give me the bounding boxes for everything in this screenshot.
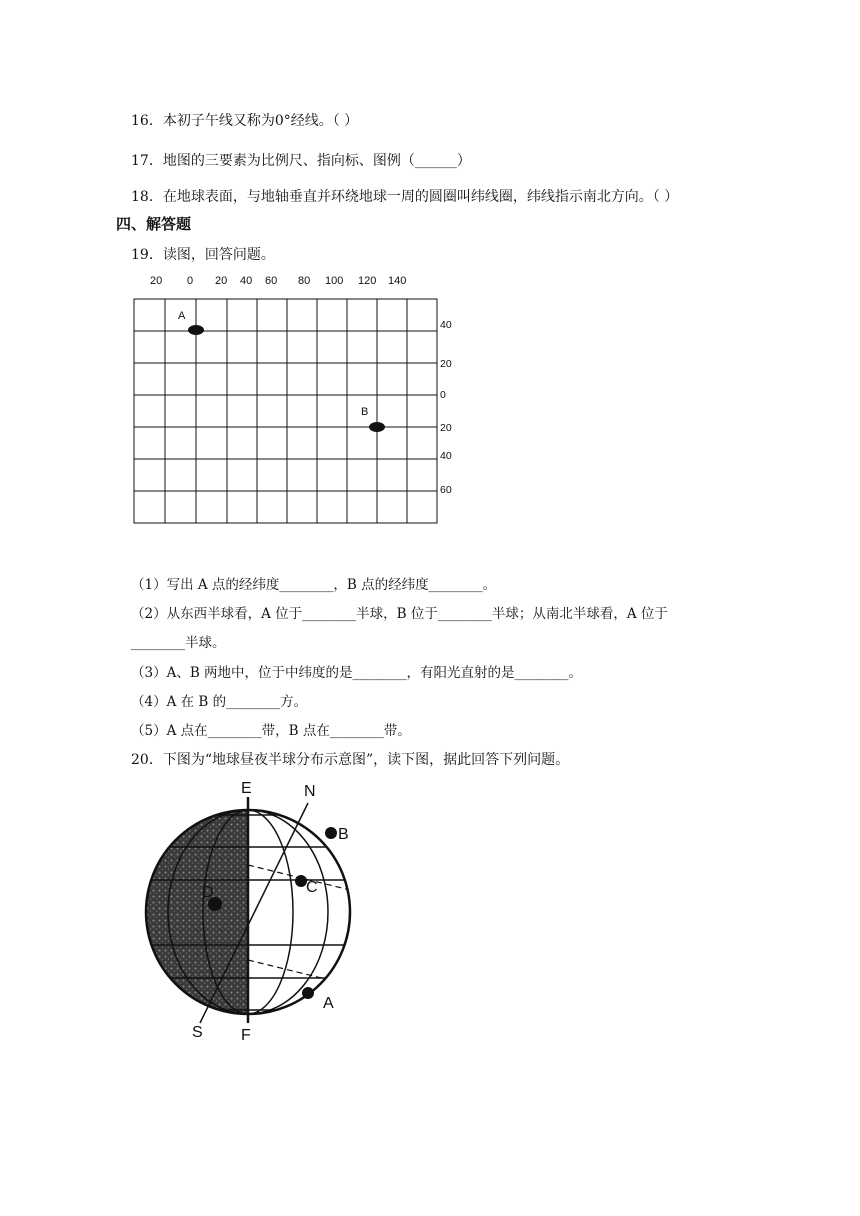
point-a-dot bbox=[302, 987, 314, 999]
top-label-7: 120 bbox=[358, 275, 377, 287]
label-b: B bbox=[338, 826, 349, 843]
question-19-part-5: （5）A 点在________带，B 点在________带。 bbox=[131, 723, 411, 739]
label-s: S bbox=[192, 1024, 203, 1041]
point-b-dot bbox=[325, 827, 337, 839]
question-19-part-1: （1）写出 A 点的经纬度________，B 点的经纬度________。 bbox=[131, 577, 497, 593]
label-f: F bbox=[241, 1027, 251, 1044]
label-d: D bbox=[202, 884, 214, 901]
question-18: 18．在地球表面，与地轴垂直并环绕地球一周的圆圈叫纬线圈，纬线指示南北方向。（ ） bbox=[131, 189, 679, 205]
top-label-6: 100 bbox=[325, 275, 344, 287]
question-17: 17．地图的三要素为比例尺、指向标、图例（______） bbox=[131, 153, 471, 169]
grid-lines bbox=[134, 299, 437, 523]
question-19-part-2: （2）从东西半球看，A 位于________半球，B 位于________半球；从南北半球看，A 位于 bbox=[131, 606, 668, 622]
label-a: A bbox=[323, 995, 334, 1012]
lat-lon-grid-figure bbox=[130, 270, 460, 530]
question-19: 19．读图，回答问题。 bbox=[131, 247, 275, 263]
question-19-part-3: （3）A、B 两地中，位于中纬度的是________，有阳光直射的是________。 bbox=[131, 665, 583, 681]
point-b-marker bbox=[369, 422, 385, 432]
point-a-marker bbox=[188, 325, 204, 335]
section-heading-4: 四、解答题 bbox=[116, 215, 192, 233]
question-19-part-4: （4）A 在 B 的________方。 bbox=[131, 694, 308, 710]
right-label-4: 40 bbox=[440, 450, 452, 462]
globe-body bbox=[140, 775, 350, 1050]
top-label-2: 20 bbox=[215, 275, 228, 287]
right-label-0: 40 bbox=[440, 319, 452, 331]
label-n: N bbox=[304, 783, 316, 800]
top-label-1: 0 bbox=[187, 275, 194, 287]
right-label-3: 20 bbox=[440, 422, 452, 434]
label-c: C bbox=[306, 879, 318, 896]
question-16: 16．本初子午线又称为0°经线。（ ） bbox=[131, 113, 359, 129]
label-e: E bbox=[241, 780, 252, 797]
right-label-1: 20 bbox=[440, 358, 452, 370]
day-night-globe-figure bbox=[140, 775, 380, 1050]
question-19-part-2-cont: ________半球。 bbox=[131, 635, 226, 651]
right-label-5: 60 bbox=[440, 484, 452, 496]
top-label-5: 80 bbox=[298, 275, 311, 287]
right-label-2: 0 bbox=[440, 389, 446, 401]
point-b-label: B bbox=[361, 406, 369, 418]
top-label-0: 20 bbox=[150, 275, 163, 287]
top-label-4: 60 bbox=[265, 275, 278, 287]
top-label-3: 40 bbox=[240, 275, 253, 287]
top-tick-labels bbox=[150, 275, 406, 287]
top-label-8: 140 bbox=[388, 275, 407, 287]
question-20: 20．下图为“地球昼夜半球分布示意图”，读下图，据此回答下列问题。 bbox=[131, 752, 570, 768]
right-tick-labels bbox=[440, 319, 452, 496]
point-a-label: A bbox=[178, 310, 186, 322]
